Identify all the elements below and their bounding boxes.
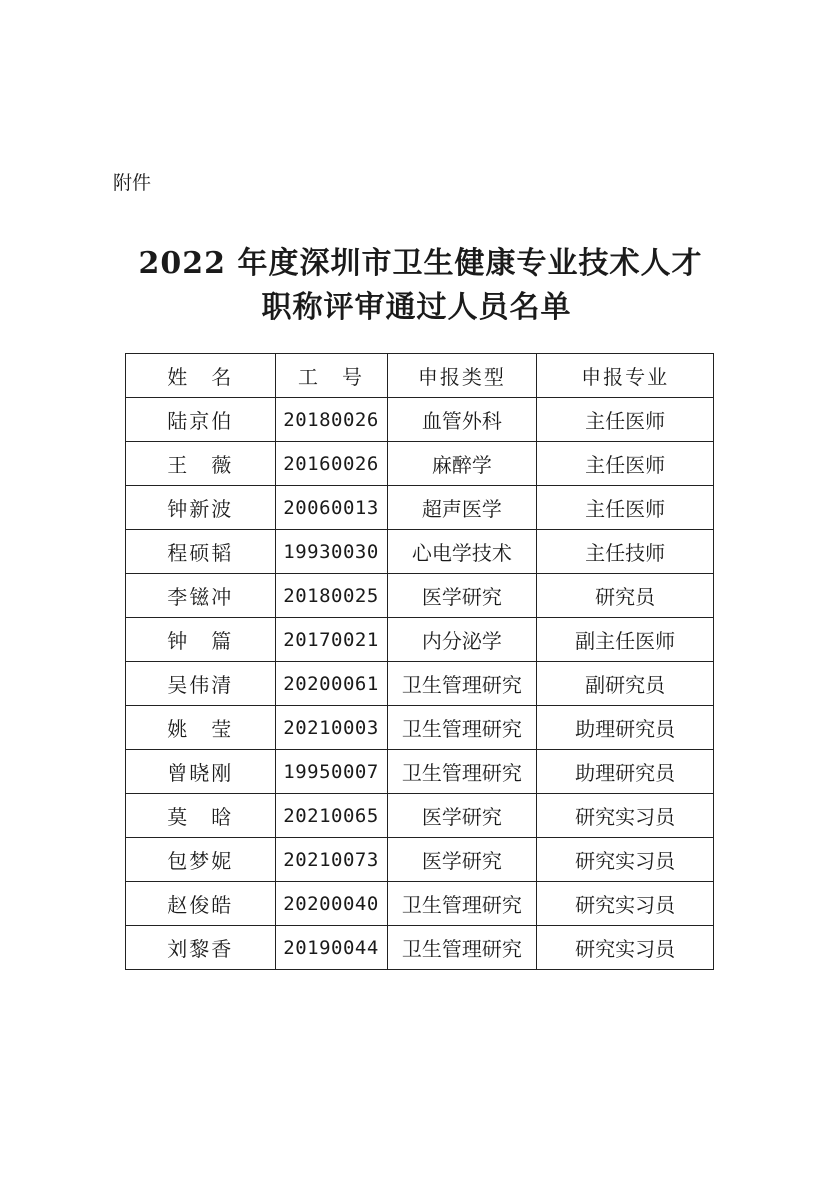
cell-major: 副主任医师: [537, 618, 714, 662]
cell-name: 王 薇: [126, 442, 276, 486]
cell-major: 主任医师: [537, 442, 714, 486]
cell-id: 20170021: [275, 618, 387, 662]
cell-type: 医学研究: [387, 794, 537, 838]
table-row: [126, 838, 714, 882]
cell-name: 陆京伯: [126, 398, 276, 442]
cell-type: 卫生管理研究: [387, 882, 537, 926]
table-row: [126, 662, 714, 706]
cell-type: 卫生管理研究: [387, 706, 537, 750]
cell-major: 主任医师: [537, 486, 714, 530]
cell-name: 李镃冲: [126, 574, 276, 618]
cell-id: 20180026: [275, 398, 387, 442]
cell-type: 血管外科: [387, 398, 537, 442]
roster-table: [125, 353, 714, 970]
cell-major: 助理研究员: [537, 750, 714, 794]
cell-major: 助理研究员: [537, 706, 714, 750]
cell-type: 卫生管理研究: [387, 662, 537, 706]
cell-type: 心电学技术: [387, 530, 537, 574]
cell-major: 主任技师: [537, 530, 714, 574]
cell-major: 研究实习员: [537, 838, 714, 882]
cell-id: 20180025: [275, 574, 387, 618]
cell-name: 曾晓刚: [126, 750, 276, 794]
attachment-label: 附件: [113, 172, 152, 194]
cell-id: 19950007: [275, 750, 387, 794]
cell-id: 20210065: [275, 794, 387, 838]
cell-id: 20160026: [275, 442, 387, 486]
header-name: 姓 名: [126, 354, 276, 398]
cell-type: 医学研究: [387, 838, 537, 882]
document-title-line-1: 2022 年度深圳市卫生健康专业技术人才: [138, 246, 703, 281]
cell-type: 卫生管理研究: [387, 926, 537, 970]
cell-major: 副研究员: [537, 662, 714, 706]
cell-major: 研究实习员: [537, 794, 714, 838]
cell-id: 20200040: [275, 882, 387, 926]
cell-major: 研究实习员: [537, 926, 714, 970]
table-row: [126, 794, 714, 838]
cell-name: 包梦妮: [126, 838, 276, 882]
cell-id: 20210003: [275, 706, 387, 750]
cell-major: 主任医师: [537, 398, 714, 442]
cell-name: 刘黎香: [126, 926, 276, 970]
cell-id: 20210073: [275, 838, 387, 882]
cell-type: 超声医学: [387, 486, 537, 530]
header-type: 申报类型: [387, 354, 537, 398]
table-row: [126, 398, 714, 442]
cell-name: 赵俊皓: [126, 882, 276, 926]
cell-name: 姚 莹: [126, 706, 276, 750]
cell-type: 医学研究: [387, 574, 537, 618]
cell-id: 20200061: [275, 662, 387, 706]
cell-name: 程硕韬: [126, 530, 276, 574]
cell-id: 19930030: [275, 530, 387, 574]
cell-major: 研究员: [537, 574, 714, 618]
cell-type: 内分泌学: [387, 618, 537, 662]
cell-id: 20060013: [275, 486, 387, 530]
cell-name: 钟新波: [126, 486, 276, 530]
cell-name: 莫 晗: [126, 794, 276, 838]
cell-type: 卫生管理研究: [387, 750, 537, 794]
cell-major: 研究实习员: [537, 882, 714, 926]
table-row: [126, 706, 714, 750]
table-row: [126, 486, 714, 530]
document-title-line-2: 职称评审通过人员名单: [261, 290, 572, 325]
header-id: 工 号: [275, 354, 387, 398]
table-header-row: [126, 354, 714, 398]
table-row: [126, 618, 714, 662]
table-row: [126, 442, 714, 486]
cell-name: 钟 篇: [126, 618, 276, 662]
table-row: [126, 750, 714, 794]
table-row: [126, 926, 714, 970]
cell-name: 吴伟清: [126, 662, 276, 706]
cell-id: 20190044: [275, 926, 387, 970]
header-major: 申报专业: [537, 354, 714, 398]
table-row: [126, 530, 714, 574]
cell-type: 麻醉学: [387, 442, 537, 486]
table-row: [126, 574, 714, 618]
table-row: [126, 882, 714, 926]
